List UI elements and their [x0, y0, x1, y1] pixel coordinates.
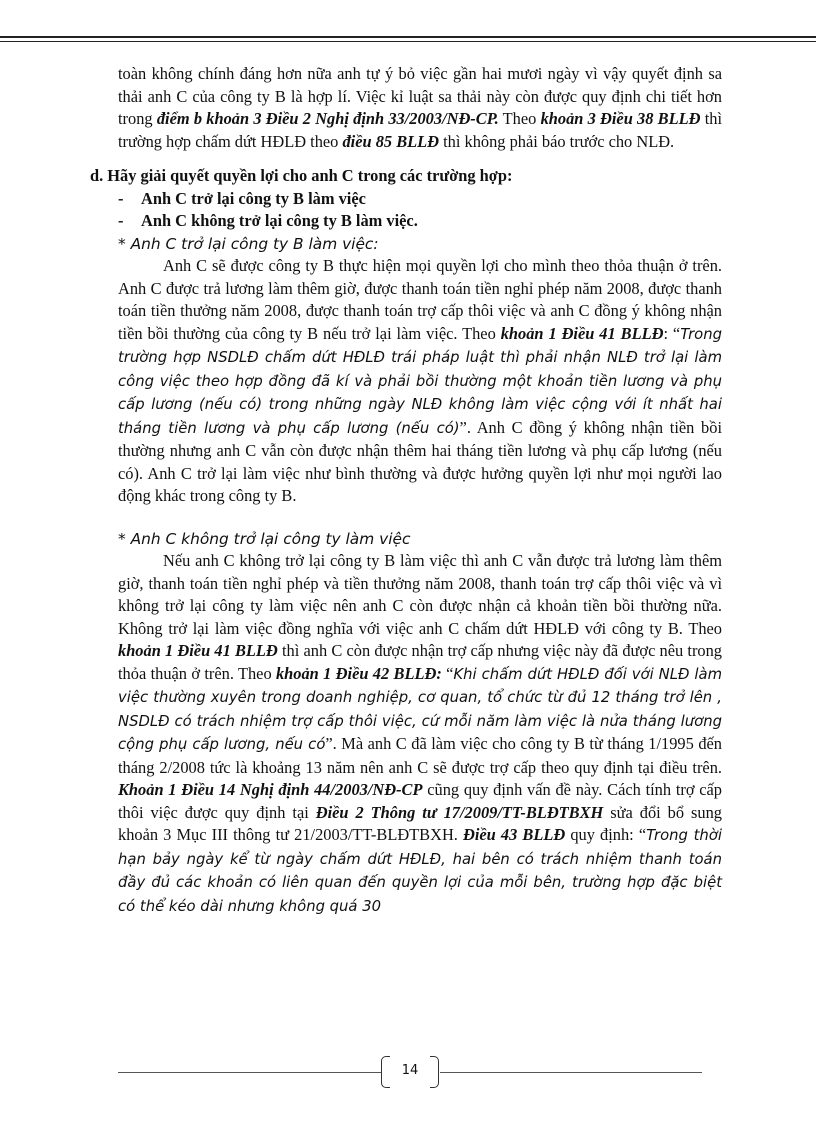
- bullet-marker: -: [118, 211, 124, 230]
- legal-ref: khoản 3 Điều 38 BLLĐ: [540, 109, 701, 128]
- text: Anh C sẽ được công ty B thực hiện mọi quyền lợi cho mình theo thỏa thuận ở trên. Anh C được trả lương làm thêm giờ, được thanh toán tiền nghỉ phép năm 2008, được thanh toán tiền thưởng năm 2008, được thanh toán trợ cấp thôi việc và anh C đồng ý không nhận tiền bồi thường của công ty B nếu trở lại làm việc. Theo: [118, 256, 722, 343]
- bullet-item: [118, 210, 722, 233]
- case1-title: * Anh C trở lại công ty B làm việc:: [118, 234, 379, 253]
- text: Theo: [498, 109, 541, 128]
- text: thì trường hợp chấm dứt HĐLĐ theo: [118, 109, 723, 151]
- page-body: [90, 63, 723, 918]
- bullet-text: Anh C không trở lại công ty B làm việc.: [141, 211, 418, 230]
- legal-ref: Khoản 1 Điều 14 Nghị định 44/2003/NĐ-CP: [118, 780, 423, 799]
- header-rule-bottom: [0, 41, 816, 42]
- text: sửa đổi bổ sung khoản 3 Mục III thông tư 21/2003/TT-BLĐTBXH.: [118, 802, 722, 844]
- text: thì anh C còn được nhận trợ cấp nhưng việc này đã được nêu trong thỏa thuận ở trên. Theo: [118, 641, 722, 683]
- bullet-text: Anh C trở lại công ty B làm việc: [141, 188, 366, 208]
- case2-title: * Anh C không trở lại công ty làm việc: [118, 529, 411, 548]
- legal-ref: khoản 1 Điều 41 BLLĐ: [118, 641, 278, 660]
- legal-ref: Điều 2 Thông tư 17/2009/TT-BLĐTBXH: [315, 802, 604, 822]
- text: ”. Mà anh C đã làm việc cho công ty B từ tháng 1/1995 đến tháng 2/2008 tức là khoảng 13 năm nên anh C sẽ được trợ cấp theo quy định tại điều trên.: [118, 734, 722, 777]
- case2-paragraph: [118, 550, 722, 918]
- header-rule-top: [0, 36, 816, 38]
- text: ”. Anh C đồng ý không nhận tiền bồi thường nhưng anh C vẫn còn được nhận thêm hai tháng tiền lương và phụ cấp lương (nếu có). Anh C trở lại làm việc như bình thường và được hưởng quyền lợi như mọi người lao động khác trong công ty B.: [118, 417, 723, 505]
- legal-ref: điểm b khoản 3 Điều 2 Nghị định 33/2003/NĐ-CP.: [156, 109, 499, 128]
- case1-paragraph: [118, 255, 722, 508]
- footer-rule-right: [440, 1072, 702, 1073]
- bullet-item: [118, 188, 722, 211]
- intro-paragraph: [118, 63, 722, 153]
- quote: Khi chấm dứt HĐLĐ đối với NLĐ làm việc thường xuyên trong doanh nghiệp, cơ quan, tổ chức từ đủ 12 tháng trở lên , NSDLĐ có trách nhiệm trợ cấp thôi việc, cứ mỗi năm làm việc là nửa tháng lương cộng phụ cấp lương, nếu có: [118, 665, 722, 753]
- legal-ref: khoản 1 Điều 41 BLLĐ: [500, 323, 664, 343]
- quote: Trong thời hạn bảy ngày kể từ ngày chấm dứt HĐLĐ, hai bên có trách nhiệm thanh toán đầy đủ các khoản có liên quan đến quyền lợi của mỗi bên, trường hợp đặc biệt có thể kéo dài nhưng không quá 30: [118, 827, 722, 915]
- footer-rule-left: [118, 1072, 381, 1073]
- spacer: [118, 508, 722, 528]
- text: thì không phải báo trước cho NLĐ.: [439, 131, 675, 151]
- text: “: [441, 663, 454, 683]
- legal-ref: khoản 1 Điều 42 BLLĐ:: [275, 663, 442, 683]
- legal-ref: điều 85 BLLĐ: [342, 131, 439, 151]
- bullet-marker: -: [118, 188, 124, 208]
- text: quy định: “: [565, 825, 647, 844]
- page-number: 14: [401, 1063, 419, 1078]
- text: cũng quy định vấn đề này. Cách tính trợ cấp thôi việc được quy định tại: [118, 780, 722, 822]
- text: : “: [663, 323, 681, 343]
- legal-ref: Điều 43 BLLĐ: [463, 825, 566, 844]
- section-d-heading: d. Hãy giải quyết quyền lợi cho anh C trong các trường hợp:: [90, 166, 513, 185]
- text: toàn không chính đáng hơn nữa anh tự ý bỏ việc gần hai mươi ngày vì vậy quyết định sa thải anh C của công ty B là hợp lí. Việc kỉ luật sa thải này còn được quy định chi tiết hơn trong: [118, 64, 722, 128]
- text: Nếu anh C không trở lại công ty B làm việc thì anh C vẫn được trả lương làm thêm giờ, thanh toán tiền nghỉ phép và tiền thưởng năm 2008, thanh toán trợ cấp thôi việc và vì không trở lại công ty làm việc nên anh C còn được nhận cả khoản tiền bồi thường nữa. Không trở lại làm việc đồng nghĩa với việc anh C chấm dứt HĐLĐ với công ty B. Theo: [118, 551, 722, 638]
- quote: Trong trường hợp NSDLĐ chấm dứt HĐLĐ trái pháp luật thì phải nhận NLĐ trở lại làm công việc theo hợp đồng đã kí và phải bồi thường một khoản tiền lương và phụ cấp lương (nếu có) trong những ngày NLĐ không làm việc cộng với ít nhất hai tháng tiền lương và phụ cấp lương (nếu có): [118, 325, 722, 437]
